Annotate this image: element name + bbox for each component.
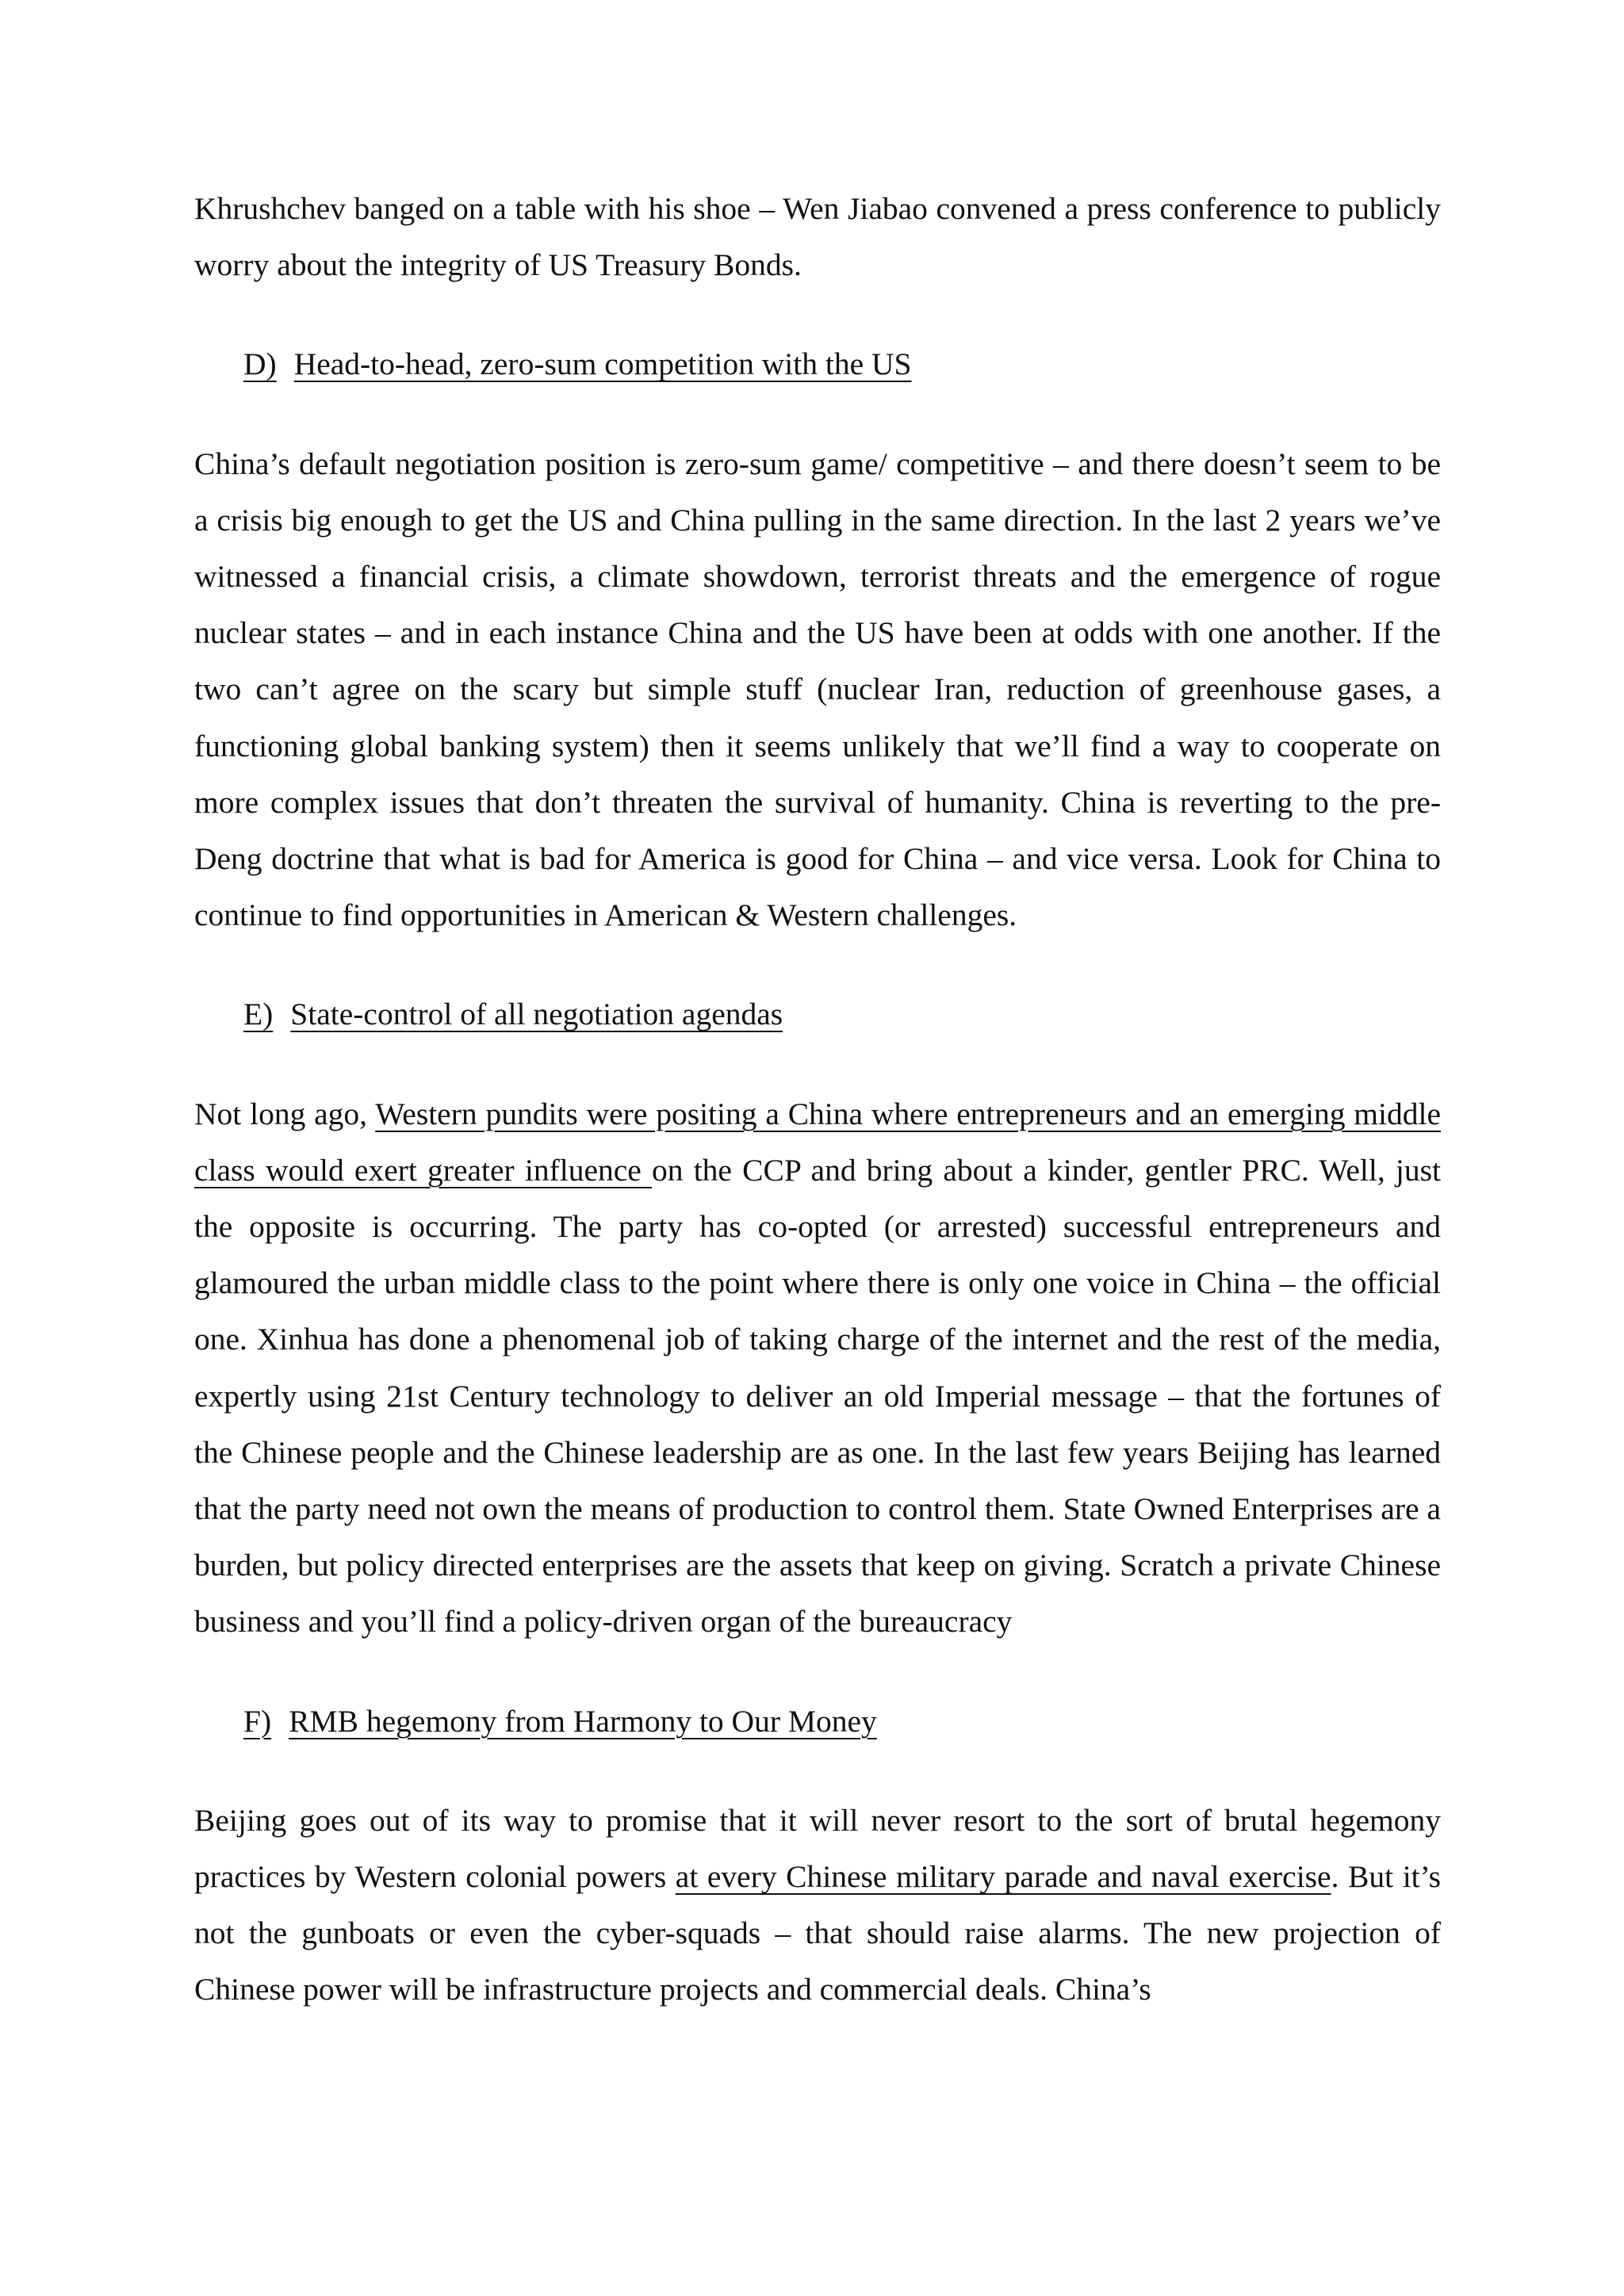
underlined-link-text[interactable]: at every Chinese military parade and naval exercise	[675, 1859, 1331, 1895]
section-title-f: RMB hegemony from Harmony to Our Money	[289, 1703, 877, 1739]
underlined-link-text[interactable]: Western pundits were positing a China where entrepreneurs and an emerging middle class would exert greater influence	[194, 1096, 1441, 1188]
body-text: on the CCP and bring about a kinder, gentler PRC. Well, just the opposite is occurring. The party has co-opted (or arrested) successful entrepreneurs and glamoured the urban middle class to the point where there is only one voice in China – the official one. Xinhua has done a phenomenal job of taking charge of the internet and the rest of the media, expertly using 21st Century technology to deliver an old Imperial message – that the fortunes of the Chinese people and the Chinese leadership are as one. In the last few years Beijing has learned that the party need not own the means of production to control them. State Owned Enterprises are a burden, but policy directed enterprises are the assets that keep on giving. Scratch a private Chinese business and you’ll find a policy-driven organ of the bureaucracy	[194, 1152, 1441, 1640]
body-text: . But it’s not the gunboats or even the cyber-squads – that should raise alarms. The new projection of Chinese power will be infrastructure projects and commercial deals. China’s	[194, 1859, 1441, 2007]
section-title-e: State-control of all negotiation agendas	[290, 997, 783, 1032]
spacer	[194, 943, 1441, 986]
body-text: Beijing goes out of its way to promise that it will never resort to the sort of brutal hegemony practices by Western colonial powers	[194, 1802, 1441, 1895]
intro-paragraph: Khrushchev banged on a table with his shoe – Wen Jiabao convened a press conference to publicly worry about the integrity of US Treasury Bonds.	[194, 191, 1441, 283]
document-content	[194, 181, 1441, 2019]
spacer	[194, 293, 1441, 336]
section-letter-f: F)	[243, 1703, 272, 1739]
section-letter-d: D)	[243, 346, 277, 382]
section-heading-f	[194, 1693, 1441, 1750]
section-body-d: China’s default negotiation position is zero-sum game/ competitive – and there doesn’t seem to be a crisis big enough to get the US and China pulling in the same direction. In the last 2 years we’ve witnessed a financial crisis, a climate showdown, terrorist threats and the emergence of rogue nuclear states – and in each instance China and the US have been at odds with one another. If the two can’t agree on the scary but simple stuff (nuclear Iran, reduction of greenhouse gases, a functioning global banking system) then it seems unlikely that we’ll find a way to cooperate on more complex issues that don’t threaten the survival of humanity. China is reverting to the pre-Deng doctrine that what is bad for America is good for China – and vice versa. Look for China to continue to find opportunities in American & Western challenges.	[194, 446, 1441, 933]
spacer	[194, 1750, 1441, 1793]
section-heading-e	[194, 986, 1441, 1043]
section-heading-d	[194, 336, 1441, 392]
spacer	[194, 393, 1441, 436]
spacer	[194, 1043, 1441, 1086]
section-body-f	[194, 1793, 1441, 2019]
spacer	[194, 1651, 1441, 1693]
body-text: Not long ago,	[194, 1096, 376, 1131]
section-body-e	[194, 1086, 1441, 1651]
section-title-d: Head-to-head, zero-sum competition with the US	[293, 346, 912, 382]
section-letter-e: E)	[243, 997, 274, 1032]
